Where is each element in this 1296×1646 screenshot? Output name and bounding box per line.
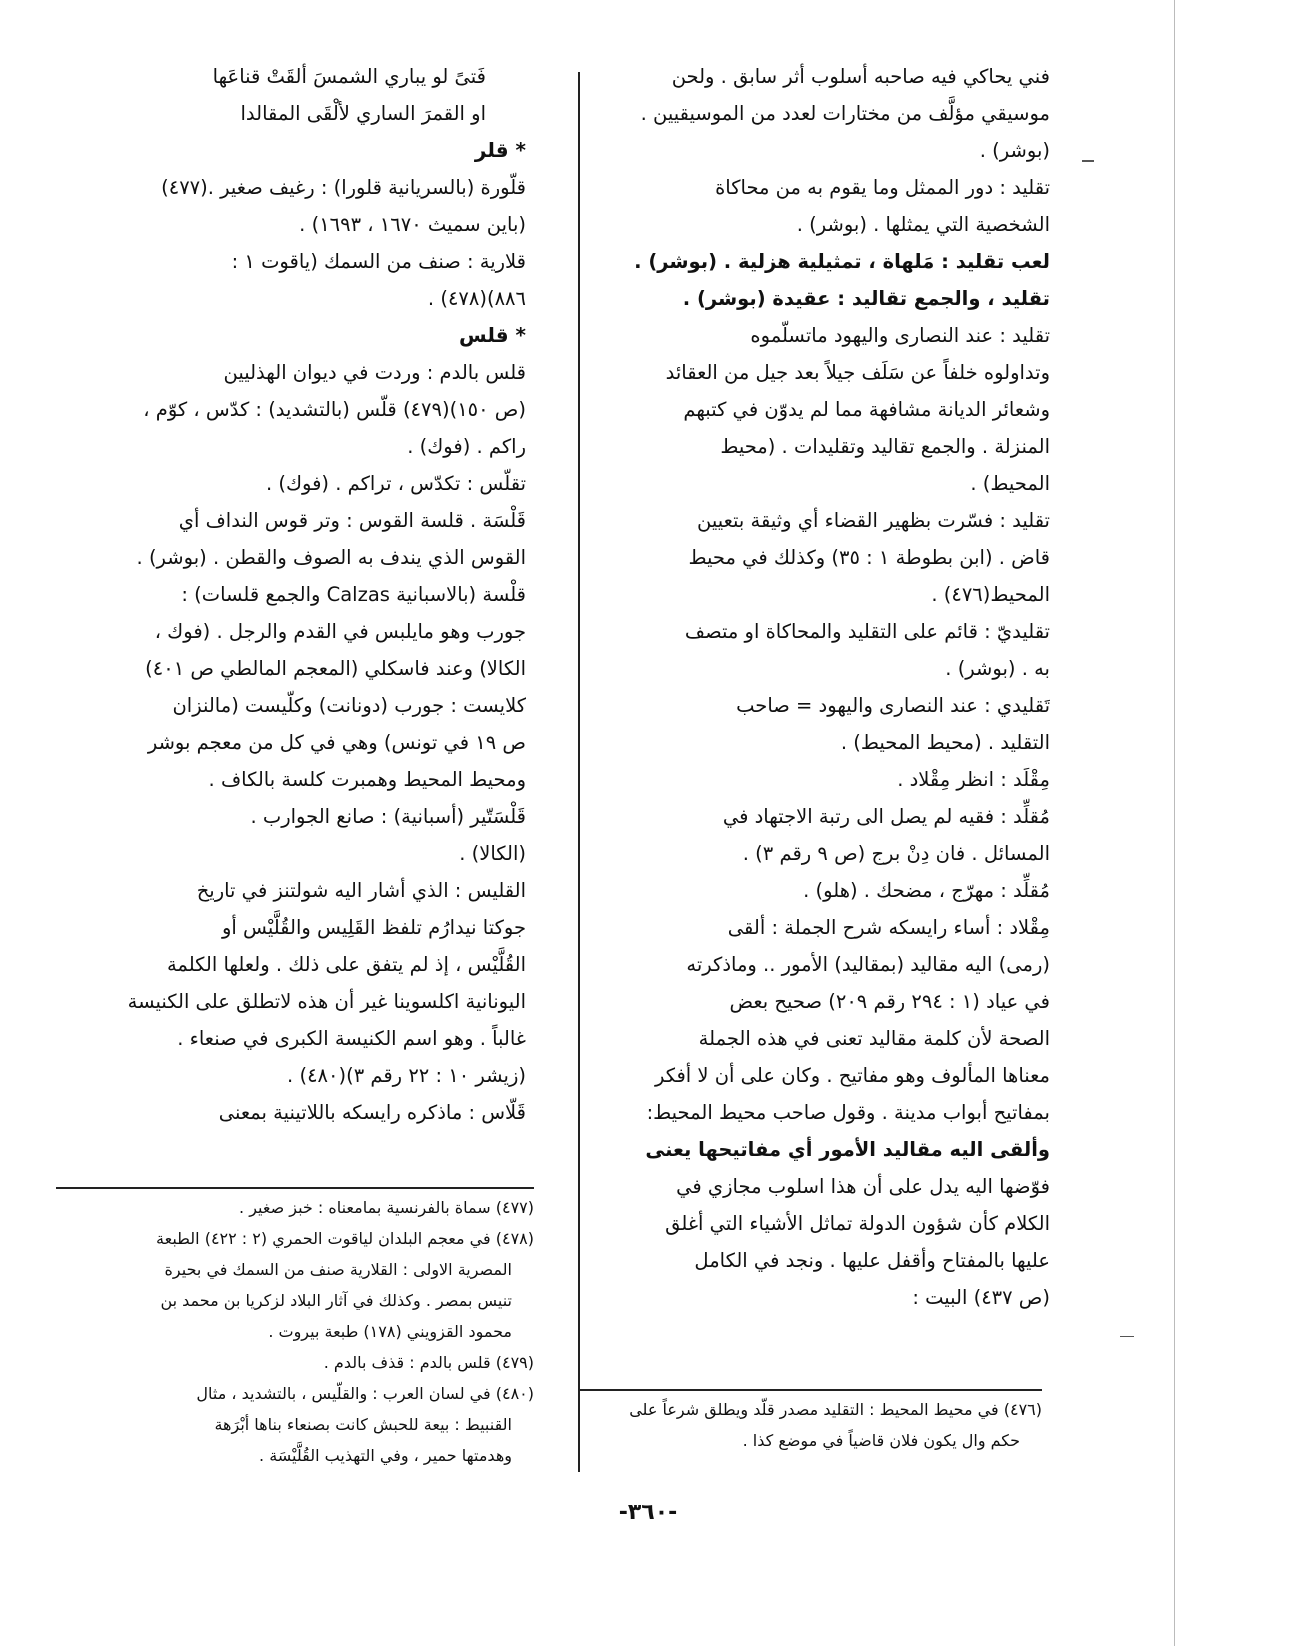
- text-line: في عياد (١ : ٢٩٤ رقم ٢٠٩) صحيح بعض: [729, 990, 1050, 1013]
- footnote-line: القنبيط : بيعة للحبش كانت بصنعاء بناها أبْرَهة: [214, 1415, 512, 1434]
- text-line: (باين سميث ١٦٧٠ ، ١٦٩٣) .: [299, 213, 526, 236]
- entry-line: تقليد ، والجمع تقاليد : عقيدة (بوشر) .: [682, 287, 1050, 310]
- text-line: غالباً . وهو اسم الكنيسة الكبرى في صنعاء .: [177, 1027, 526, 1050]
- text-line: المحيط) .: [970, 472, 1050, 495]
- text-line: (ص ٤٣٧) البيت :: [912, 1286, 1050, 1309]
- text-line: قلس بالدم : وردت في ديوان الهذليين: [223, 361, 526, 384]
- footnote-line: وهدمتها حمير ، وفي التهذيب القُلَّيْسَة .: [259, 1446, 512, 1465]
- text-line: قلّورة (بالسريانية قلورا) : رغيف صغير .(٤٧٧): [161, 176, 526, 199]
- text-line: كلايست : جورب (دونانت) وكلّيست (مالنزان: [172, 694, 526, 717]
- text-line: الكالا) وعند فاسكلي (المعجم المالطي ص ٤٠١): [145, 657, 526, 680]
- footnote-line: (٤٧٩) قلس بالدم : قذف بالدم .: [323, 1353, 534, 1372]
- text-line: تقليد : عند النصارى واليهود ماتسلّموه: [750, 324, 1050, 347]
- footnote-line: محمود القزويني (١٧٨) طبعة بيروت .: [268, 1322, 512, 1341]
- text-line: قَلّاس : ماذكره رايسكه باللاتينية بمعنى: [218, 1101, 526, 1124]
- text-line: (رمى) اليه مقاليد (بمقاليد) الأمور .. وماذكرته: [686, 953, 1050, 976]
- margin-mark: [1120, 1336, 1134, 1337]
- footnote-line: (٤٧٨) في معجم البلدان لياقوت الحمري (٢ : ٤٢٢) الطبعة: [156, 1229, 534, 1248]
- scan-edge-line: [1174, 0, 1175, 1646]
- text-line: تقليد : دور الممثل وما يقوم به من محاكاة: [715, 176, 1050, 199]
- text-line: جورب وهو مايلبس في القدم والرجل . (فوك ،: [154, 620, 526, 643]
- footnotes-left: [56, 1192, 534, 1471]
- text-line: جوكتا نيدارُم تلفظ القَلِيس والقُلَّيْس أو: [221, 916, 526, 939]
- text-line: المحيط(٤٧٦) .: [931, 583, 1050, 606]
- text-line: التقليد . (محيط المحيط) .: [840, 731, 1050, 754]
- text-line: وألقى اليه مقاليد الأمور أي مفاتيحها يعنى: [645, 1138, 1050, 1161]
- text-line: الكلام كأن شؤون الدولة تماثل الأشياء التي أغلق: [665, 1212, 1050, 1235]
- text-line: (بوشر) .: [979, 139, 1050, 162]
- right-column: [604, 58, 1050, 1316]
- footnote-line: المصرية الاولى : القلارية صنف من السمك في بحيرة: [164, 1260, 512, 1279]
- text-line: (الكالا) .: [459, 842, 526, 865]
- text-line: راكم . (فوك) .: [407, 435, 526, 458]
- text-line: الصحة لأن كلمة مقاليد تعنى في هذه الجملة: [698, 1027, 1050, 1050]
- root-heading: * قلر: [474, 138, 526, 162]
- margin-mark: [1082, 160, 1094, 162]
- left-column: [52, 58, 526, 1131]
- text-line: قلارية : صنف من السمك (ياقوت ١ :: [231, 250, 526, 273]
- text-line: الشخصية التي يمثلها . (بوشر) .: [796, 213, 1050, 236]
- text-line: القليس : الذي أشار اليه شولتنز في تاريخ: [196, 879, 526, 902]
- footnote-line: (٤٧٦) في محيط المحيط : التقليد مصدر قلّد ويطلق شرعاً على: [629, 1400, 1042, 1419]
- footnote-line: تنيس بمصر . وكذلك في آثار البلاد لزكريا بن محمد بن: [160, 1291, 512, 1310]
- entry-line: لعب تقليد : مَلهاة ، تمثيلية هزلية . (بوشر) .: [634, 250, 1050, 273]
- text-line: قلْسة (بالاسبانية Calzas والجمع قلسات) :: [181, 583, 526, 606]
- text-line: ص ١٩ في تونس) وهي في كل من معجم بوشر: [147, 731, 526, 754]
- text-line: موسيقي مؤلَّف من مختارات لعدد من الموسيقيين .: [640, 102, 1050, 125]
- footnote-line: (٤٧٧) سماة بالفرنسية بمامعناه : خبز صغير .: [239, 1198, 534, 1217]
- root-heading: * قلس: [459, 323, 526, 347]
- text-line: قاض . (ابن بطوطة ١ : ٣٥) وكذلك في محيط: [688, 546, 1050, 569]
- footnote-line: حكم وال يكون فلان قاضياً في موضع كذا .: [742, 1431, 1020, 1450]
- text-line: عليها بالمفتاح وأقفل عليها . ونجد في الكامل: [694, 1249, 1050, 1272]
- text-line: ومحيط المحيط وهمبرت كلسة بالكاف .: [208, 768, 526, 791]
- text-line: تقلّس : تكدّس ، تراكم . (فوك) .: [265, 472, 526, 495]
- text-line: اليونانية اكلسوينا غير أن هذه لاتطلق على الكنيسة: [127, 990, 526, 1013]
- text-line: مُقلِّد : فقيه لم يصل الى رتبة الاجتهاد في: [722, 805, 1050, 828]
- text-line: تقليديّ : قائم على التقليد والمحاكاة او متصف: [684, 620, 1050, 643]
- text-line: قَلْسَة . قلسة القوس : وتر قوس النداف أي: [178, 509, 526, 532]
- text-line: مِقْلاد : أساء رايسكه شرح الجملة : ألقى: [727, 916, 1050, 939]
- text-line: القوس الذي يندف به الصوف والقطن . (بوشر) .: [136, 546, 526, 569]
- text-line: المسائل . فان دِنْ برج (ص ٩ رقم ٣) .: [742, 842, 1050, 865]
- footnote-rule-right: [580, 1389, 1042, 1391]
- verse-line: فَتىً لو يباري الشمسَ ألقَتْ قناعَها: [212, 65, 486, 88]
- text-line: به . (بوشر) .: [945, 657, 1050, 680]
- text-line: المنزلة . والجمع تقاليد وتقليدات . (محيط: [720, 435, 1050, 458]
- text-line: القُلَّيْس ، إذ لم يتفق على ذلك . ولعلها الكلمة: [166, 953, 526, 976]
- text-line: تقليد : فسّرت بظهير القضاء أي وثيقة بتعيين: [696, 509, 1050, 532]
- page-number: -٣٦٠-: [618, 1500, 678, 1525]
- text-line: مُقلِّد : مهرّج ، مضحك . (هلو) .: [803, 879, 1050, 902]
- text-line: معناها المألوف وهو مفاتيح . وكان على أن لا أفكر: [654, 1064, 1050, 1087]
- text-line: تَقليدي : عند النصارى واليهود = صاحب: [736, 694, 1050, 717]
- text-line: وتداولوه خلفاً عن سَلَف جيلاً بعد جيل من العقائد: [665, 361, 1050, 384]
- text-line: قَلْسَتّير (أسبانية) : صانع الجوارب .: [250, 805, 526, 828]
- verse-line: او القمرَ الساري لألْقَى المقالدا: [240, 102, 486, 125]
- text-line: بمفاتيح أبواب مدينة . وقول صاحب محيط المحيط:: [646, 1101, 1050, 1124]
- text-line: (زيشر ١٠ : ٢٢ رقم ٣)(٤٨٠) .: [287, 1064, 526, 1087]
- text-line: وشعائر الديانة مشافهة مما لم يدوّن في كتبهم: [683, 398, 1050, 421]
- text-line: (ص ١٥٠)(٤٧٩) قلّس (بالتشديد) : كدّس ، كوّم ،: [143, 398, 526, 421]
- text-line: فني يحاكي فيه صاحبه أسلوب أثر سابق . ولحن: [671, 65, 1050, 88]
- footnote-rule-left: [56, 1187, 534, 1189]
- text-line: فوّضها اليه يدل على أن هذا اسلوب مجازي في: [676, 1175, 1050, 1198]
- column-divider: [578, 72, 580, 1472]
- text-line: ٨٨٦)(٤٧٨) .: [427, 287, 526, 310]
- footnotes-right: [580, 1394, 1042, 1456]
- footnote-line: (٤٨٠) في لسان العرب : والقلّيس ، بالتشديد ، مثال: [196, 1384, 534, 1403]
- text-line: مِقْلَد : انظر مِقْلاد .: [897, 768, 1050, 791]
